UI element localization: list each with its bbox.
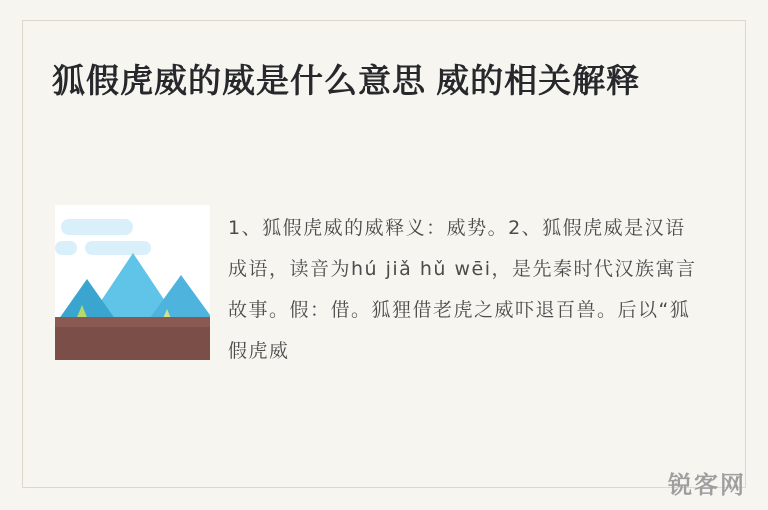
article-thumbnail bbox=[55, 205, 210, 360]
article-body: 1、狐假虎威的威释义：威势。2、狐假虎威是汉语成语，读音为hú jiǎ hǔ wēi，是先秦时代汉族寓言故事。假：借。狐狸借老虎之威吓退百兽。后以“狐假虎威 bbox=[228, 217, 697, 362]
site-watermark: 锐客网 bbox=[668, 472, 746, 499]
cloud-icon bbox=[55, 241, 77, 255]
page-title: 狐假虎威的威是什么意思 威的相关解释 bbox=[52, 62, 641, 99]
cloud-icon bbox=[61, 219, 133, 235]
ground-shape bbox=[55, 327, 210, 360]
